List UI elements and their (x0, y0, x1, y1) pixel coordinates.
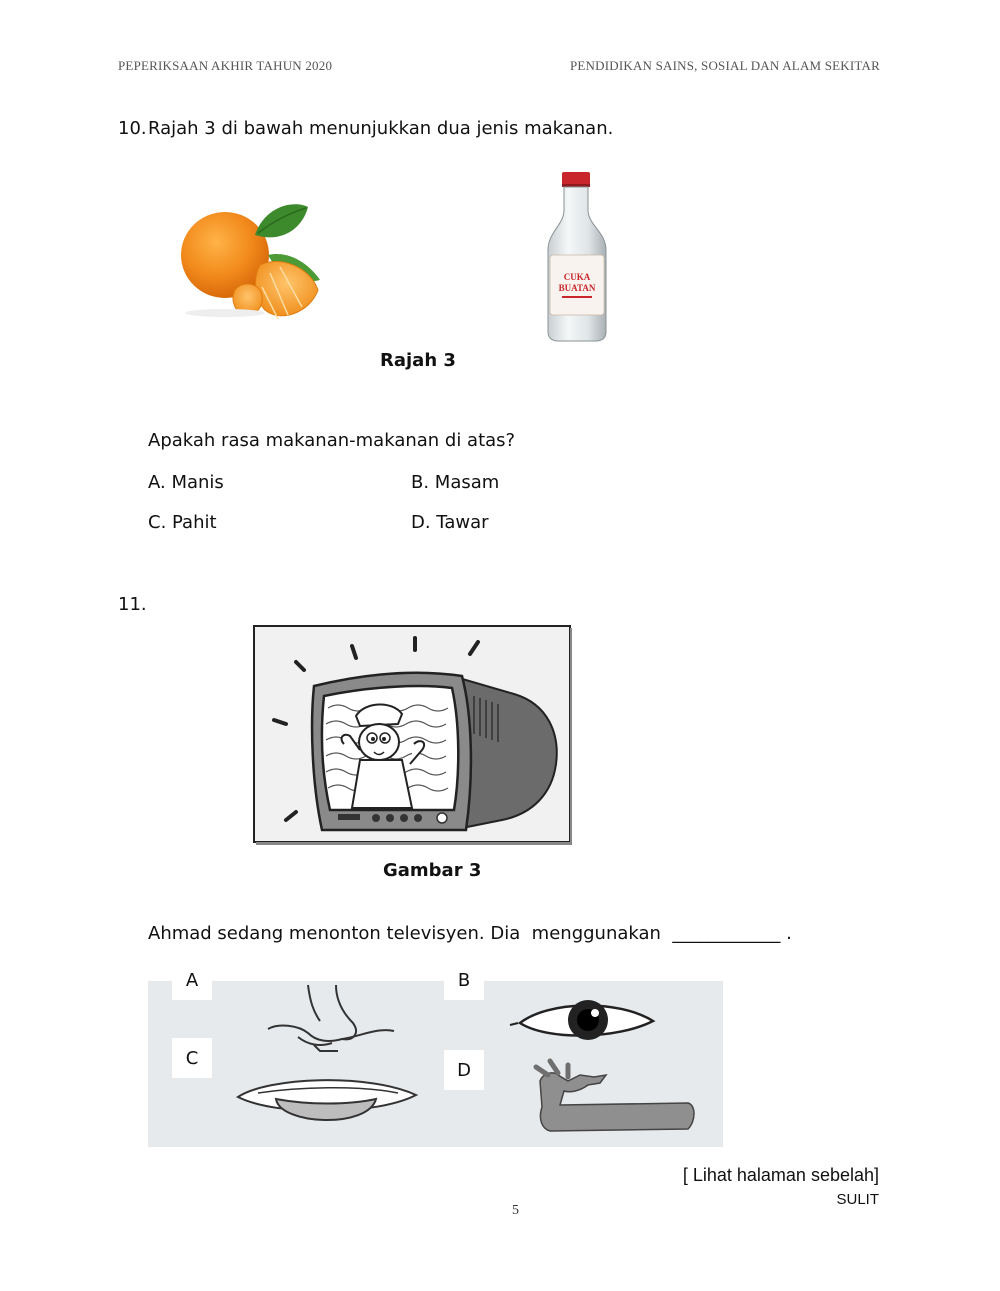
footer-next-page-note: [ Lihat halaman sebelah] (682, 1165, 879, 1185)
orange-image (170, 195, 330, 330)
option-label-a[interactable]: A (172, 960, 212, 1000)
nose-icon (268, 985, 394, 1051)
q11-number: 11. (118, 594, 147, 615)
bottle-label-line1: CUKA (563, 272, 591, 282)
q10-option-c[interactable]: C. Pahit (148, 512, 217, 533)
header-right: PENDIDIKAN SAINS, SOSIAL DAN ALAM SEKITAR (569, 58, 880, 73)
q10-stem: Rajah 3 di bawah menunjukkan dua jenis makanan. (148, 118, 614, 139)
q10-number: 10. (118, 118, 147, 139)
eye-icon (510, 1000, 653, 1040)
q10-figure-caption: Rajah 3 (380, 350, 456, 371)
q11-question: Ahmad sedang menonton televisyen. Dia menggunakan ____________ . (148, 923, 792, 944)
q11-figure-caption: Gambar 3 (383, 860, 482, 881)
sense-organs-illustration (148, 981, 723, 1147)
option-label-c[interactable]: C (172, 1038, 212, 1078)
q10-option-b[interactable]: B. Masam (411, 472, 500, 493)
header-left: PEPERIKSAAN AKHIR TAHUN 2020 (118, 58, 333, 73)
bottle-label-line2: BUATAN (558, 283, 596, 293)
q10-option-d[interactable]: D. Tawar (411, 512, 489, 533)
q10-option-a[interactable]: A. Manis (148, 472, 224, 493)
footer-sulit: SULIT (836, 1191, 879, 1208)
option-label-b[interactable]: B (444, 960, 484, 1000)
hand-icon (536, 1061, 694, 1131)
q10-question: Apakah rasa makanan-makanan di atas? (148, 430, 516, 451)
mouth-icon (238, 1080, 416, 1120)
vinegar-bottle-image (542, 170, 612, 342)
sense-organs-panel (148, 981, 723, 1147)
television-image (252, 624, 572, 846)
page-number: 5 (512, 1203, 519, 1218)
option-label-d[interactable]: D (444, 1050, 484, 1090)
